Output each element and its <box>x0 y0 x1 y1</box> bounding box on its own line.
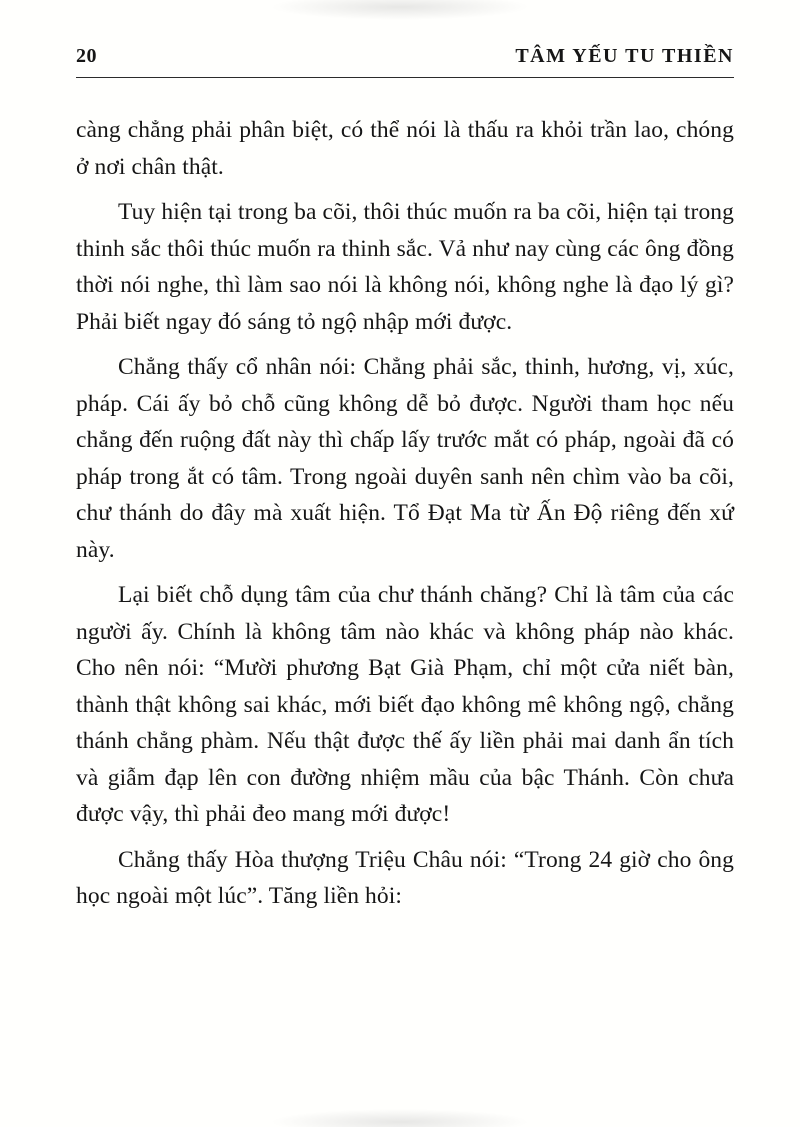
body-paragraph: Chẳng thấy Hòa thượng Triệu Châu nói: “Trong 24 giờ cho ông học ngoài một lúc”. Tăng liền hỏi: <box>76 846 734 909</box>
body-text <box>76 112 734 915</box>
body-paragraph: Tuy hiện tại trong ba cõi, thôi thúc muốn ra ba cõi, hiện tại trong thinh sắc thôi thúc muốn ra thinh sắc. Vả như nay cùng các ông đồng thời nói nghe, thì làm sao nói là không nói, không nghe là đạo lý gì? Phải biết ngay đó sáng tỏ ngộ nhập mới được. <box>76 199 734 335</box>
scan-artifact-top <box>270 0 530 20</box>
body-paragraph: Lại biết chỗ dụng tâm của chư thánh chăng? Chỉ là tâm của các người ấy. Chính là không tâm nào khác và không pháp nào khác. Cho nên nói: “Mười phương Bạt Già Phạm, chỉ một cửa niết bàn, thành thật không sai khác, mới biết đạo không mê không ngộ, chẳng thánh chẳng phàm. Nếu thật được thế ấy liền phải mai danh ẩn tích và giẫm đạp lên con đường nhiệm mầu của bậc Thánh. Còn chưa được vậy, thì phải đeo mang mới được! <box>76 582 734 827</box>
page-number: 20 <box>76 45 97 67</box>
running-title: TÂM YẾU TU THIỀN <box>515 45 734 67</box>
page-header <box>76 44 734 68</box>
header-rule <box>76 77 734 78</box>
body-paragraph: Chẳng thấy cổ nhân nói: Chẳng phải sắc, thinh, hương, vị, xúc, pháp. Cái ấy bỏ chỗ cũng không dễ bỏ được. Người tham học nếu chẳng đến ruộng đất này thì chấp lấy trước mắt có pháp, ngoài đã có pháp trong ắt có tâm. Trong ngoài duyên sanh nên chìm vào ba cõi, chư thánh do đây mà xuất hiện. Tổ Đạt Ma từ Ấn Độ riêng đến xứ này. <box>76 354 734 563</box>
body-paragraph: càng chẳng phải phân biệt, có thể nói là thấu ra khỏi trần lao, chóng ở nơi chân thật. <box>76 117 734 180</box>
scan-artifact-bottom <box>270 1109 530 1127</box>
